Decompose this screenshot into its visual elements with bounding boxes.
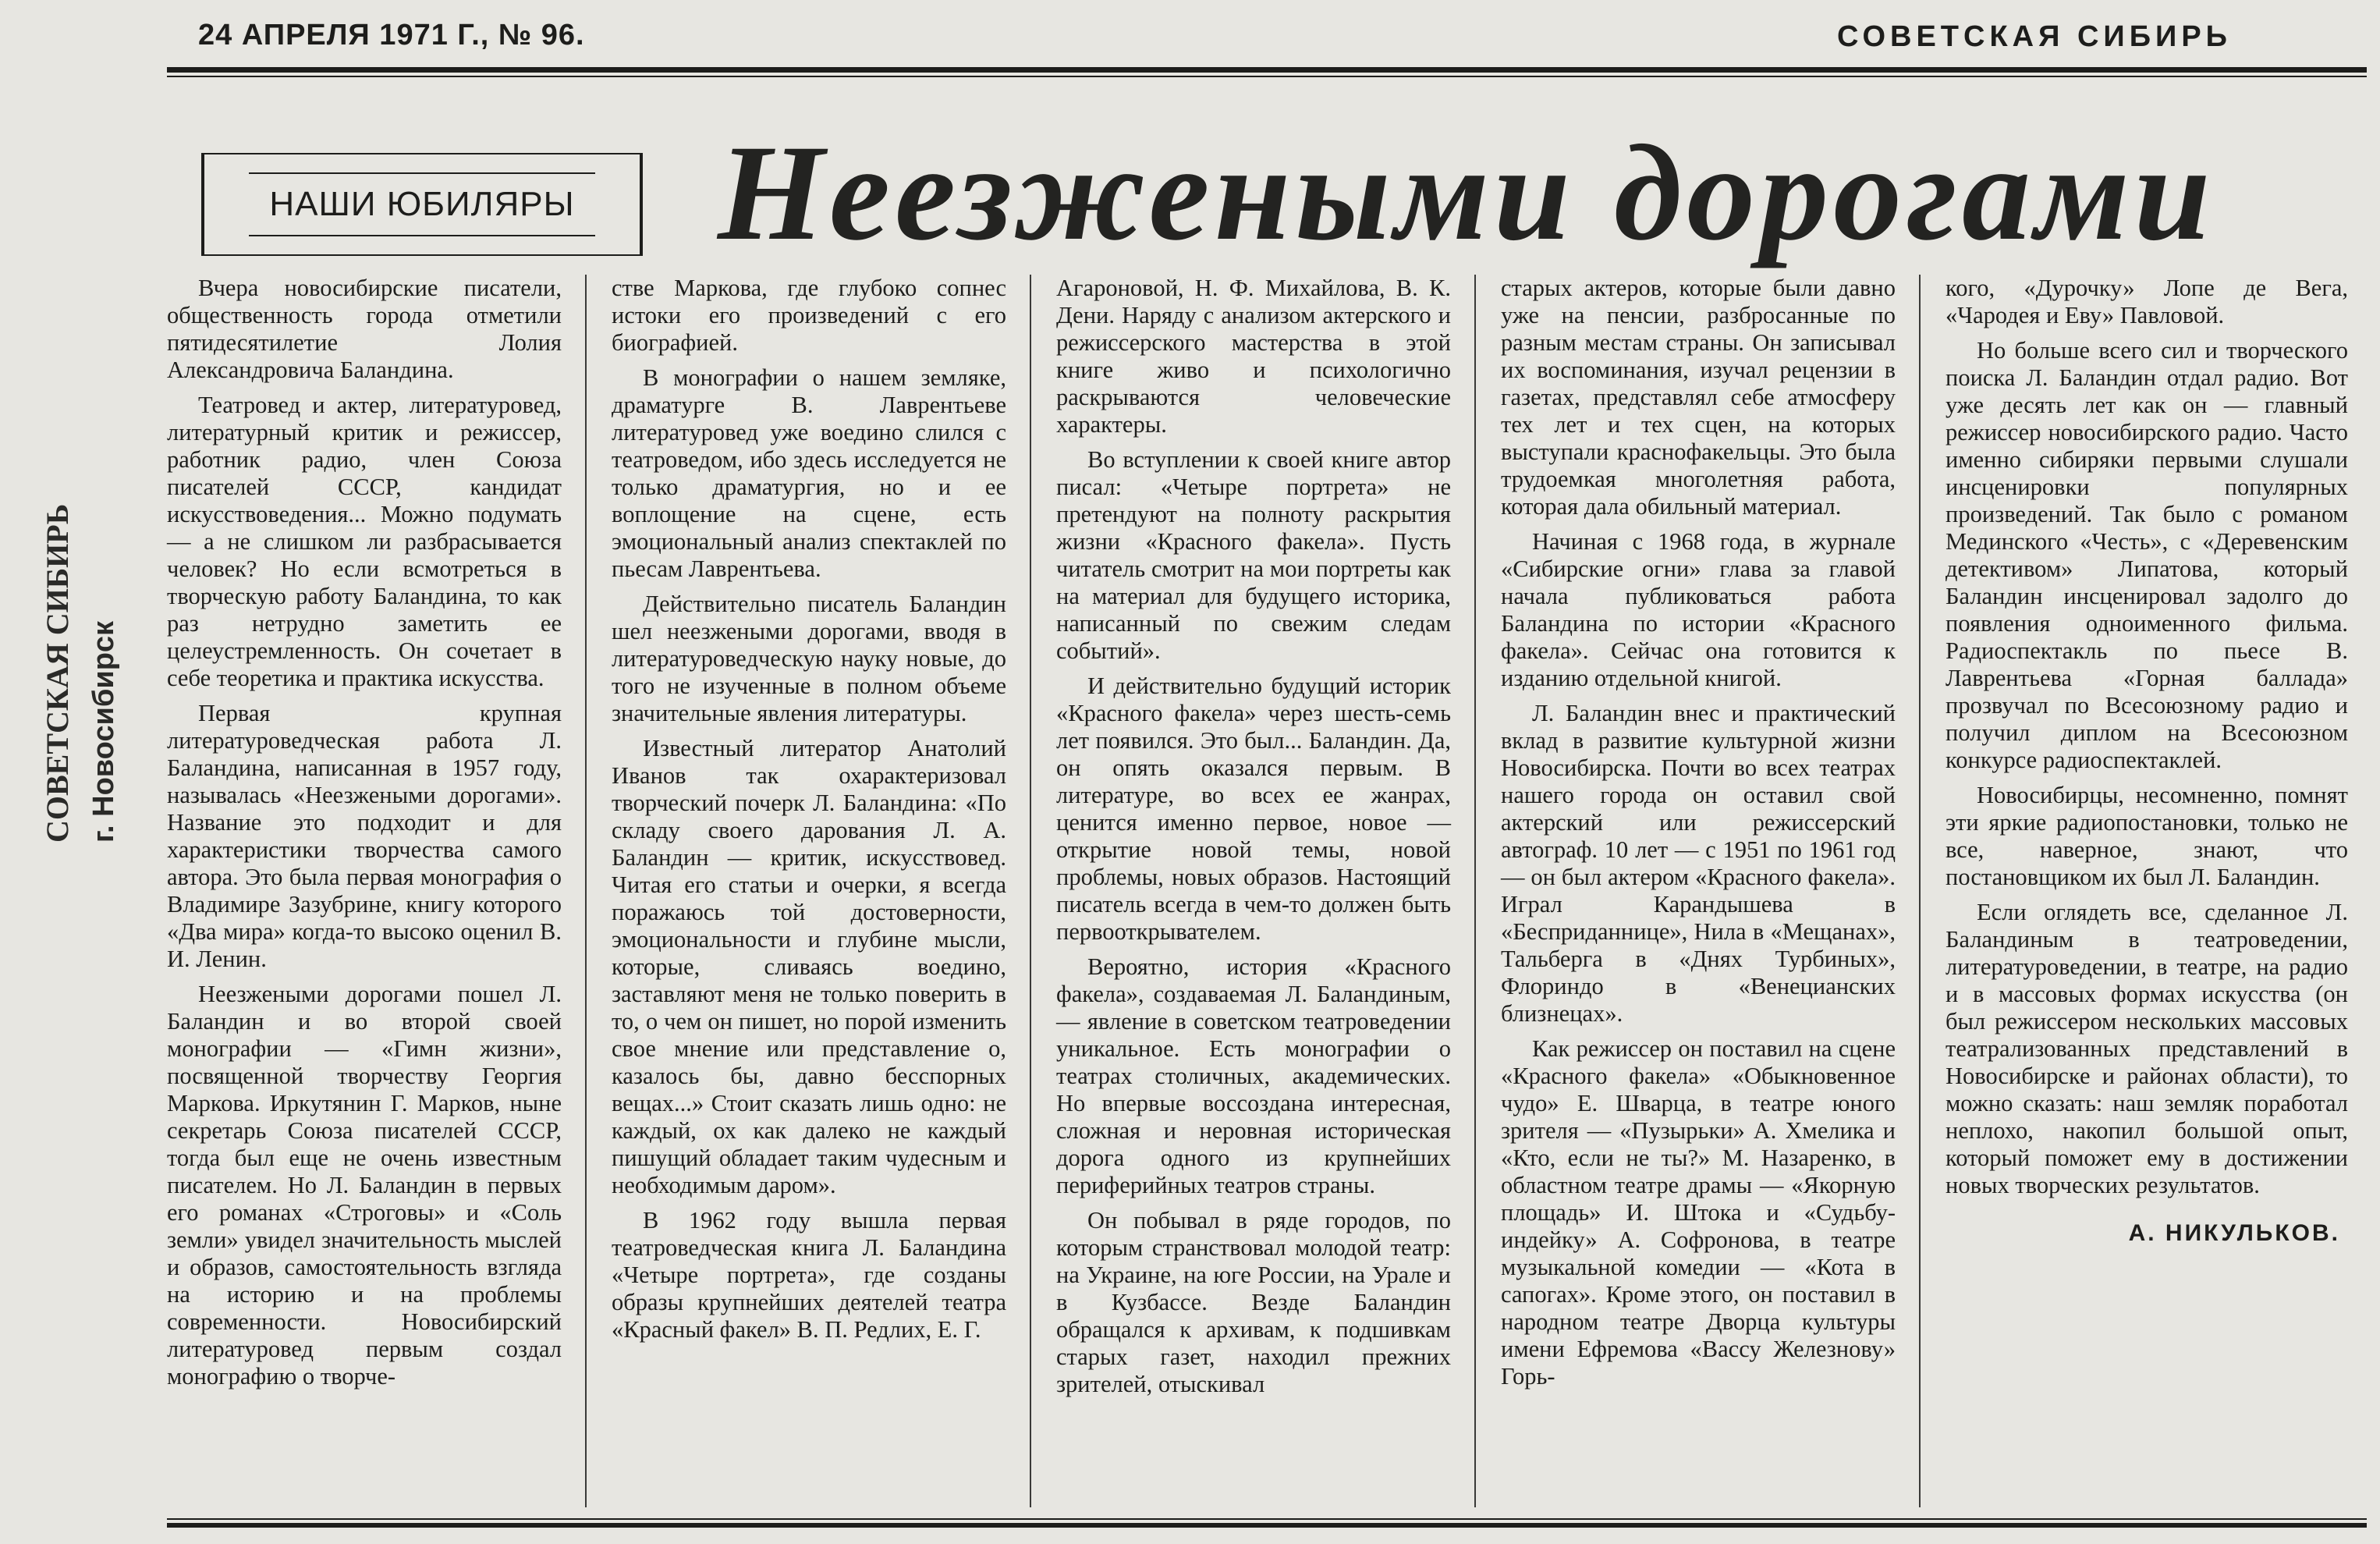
paragraph: Первая крупная литературоведческая работа Л. Баландина, написанная в 1957 году, называлась «Неезжеными дорогами». Название это подходит и для характеристики творчества самого автора. Это была первая монография о Владимире Зазубрине, книгу которого «Два мира» когда-то высоко оценил В. И. Ленин. xyxy=(167,700,562,972)
bottom-rule-thin xyxy=(167,1518,2367,1520)
paragraph: Как режиссер он поставил на сцене «Красного факела» «Обыкновенное чудо» Е. Шварца, в театре юного зрителя — «Пузырьки» А. Хмелика и «Кто, если не ты?» М. Назаренко, в областном театре драмы — «Якорную площадь» И. Штока и «Судьбу-индейку» А. Софронова, в театре музыкальной комедии — «Кота в сапогах». Кроме этого, он поставил в народном театре Дворца культуры имени Ефремова «Вассу Железнову» Горь- xyxy=(1501,1035,1896,1390)
paragraph: Неезжеными дорогами пошел Л. Баландин и во второй своей монографии — «Гимн жизни», посвященной творчеству Георгия Маркова. Иркутянин Г. Марков, ныне секретарь Союза писателей СССР, тогда был еще не очень известным писателем. Но Л. Баландин в первых его романах «Строговы» и «Соль земли» увидел значительность мыслей и образов, самостоятельность взгляда на историю и на проблемы современности. Новосибирский литературовед первым создал монографию о творче- xyxy=(167,981,562,1390)
article-body xyxy=(167,275,2367,1507)
paragraph: Театровед и актер, литературовед, литературный критик и режиссер, работник радио, член Союза писателей СССР, кандидат искусствоведения... Можно подумать — а не слишком ли разбрасывается человек? Но если всмотреться в творческую работу Баландина, то как раз нетрудно заметить ее целеустремленность. Он сочетает в себе теоретика и практика искусства. xyxy=(167,392,562,691)
article-column-4 xyxy=(1501,275,1896,1507)
author-signature: А. НИКУЛЬКОВ. xyxy=(2128,1220,2340,1246)
paragraph: старых актеров, которые были давно уже на пенсии, разбросанные по разным местам страны. Он записывал их воспоминания, изучал рецензии в газетах, представлял себе атмосферу тех лет и тех сцен, на которых выступали краснофакельцы. Это была трудоемкая многолетняя работа, которая дала обильный материал. xyxy=(1501,275,1896,520)
paragraph: Л. Баландин внес и практический вклад в развитие культурной жизни Новосибирска. Почти во всех театрах нашего города он оставил свой актерский или режиссерский автограф. 10 лет — с 1951 по 1961 год — он был актером «Красного факела». Играл Карандышева в «Бесприданнице», Нила в «Мещанах», Тальберга в «Днях Турбиных», Флориндо в «Венецианских близнецах». xyxy=(1501,700,1896,1027)
paragraph: Новосибирцы, несомненно, помнят эти яркие радиопостановки, только не все, наверное, знают, что постановщиком их был Л. Баландин. xyxy=(1945,782,2348,890)
article-headline: Неезжеными дорогами xyxy=(718,117,2215,269)
paragraph: Если оглядеть все, сделанное Л. Баландиным в театроведении, литературоведении, в театре, на радио и в массовых формах искусства (он был режиссером нескольких массовых театрализованных представлений в Новосибирске и районах области), то можно сказать: наш земляк поработал неплохо, накопил большой опыт, который поможет ему в достижении новых творческих результатов. xyxy=(1945,899,2348,1198)
article-column-3 xyxy=(1056,275,1451,1507)
bottom-rule-thick xyxy=(167,1523,2367,1528)
article-column-2 xyxy=(612,275,1006,1507)
paragraph: Известный литератор Анатолий Иванов так охарактеризовал творческий почерк Л. Баландина: «По складу своего дарования Л. А. Баландин — критик, искусствовед. Читая его статьи и очерки, я всегда поражаюсь той достоверности, эмоциональности и глубине мысли, которые, сливаясь воедино, заставляют меня не только поверить в то, о чем он пишет, но порой изменить свое мнение или представление о, казалось бы, давно бесспорных вещах...» Стоит сказать лишь одно: не каждый, ох как далеко не каждый пишущий обладает таким чудесным и необходимым даром». xyxy=(612,735,1006,1198)
paragraph: Агароновой, Н. Ф. Михайлова, В. К. Дени. Наряду с анализом актерского и режиссерского мастерства в этой книге живо и психологично раскрываются человеческие характеры. xyxy=(1056,275,1451,438)
paragraph: Вероятно, история «Красного факела», создаваемая Л. Баландиным, — явление в советском театроведении уникальное. Есть монографии о театрах столичных, академических. Но впервые воссоздана интересная, сложная и неровная историческая дорога одного из крупнейших периферийных театров страны. xyxy=(1056,953,1451,1198)
top-rule-thick xyxy=(167,67,2367,73)
paragraph: Действительно писатель Баландин шел неезжеными дорогами, вводя в литературоведческую науку новые, до того не изученные в полном объеме значительные явления литературы. xyxy=(612,591,1006,726)
paragraph: И действительно будущий историк «Красного факела» через шесть-семь лет появился. Это был... Баландин. Да, он опять оказался первым. В литературе, во всех ее жанрах, ценится именно первое, новое — открытие новой темы, новой проблемы, новых образов. Настоящий писатель всегда в чем-то должен быть первооткрывателем. xyxy=(1056,673,1451,945)
stamp-paper-name: СОВЕТСКАЯ СИБИРЬ xyxy=(40,503,75,843)
article-column-1 xyxy=(167,275,562,1507)
paragraph: стве Маркова, где глубоко сопнес истоки его произведений с его биографией. xyxy=(612,275,1006,356)
article-column-5 xyxy=(1945,275,2348,1507)
top-rule-thin xyxy=(167,76,2367,77)
rubric-label: НАШИ ЮБИЛЯРЫ xyxy=(249,172,594,236)
paragraph: Начиная с 1968 года, в журнале «Сибирские огни» глава за главой начала публиковаться работа Баландина по истории «Красного факела». Сейчас она готовится к изданию отдельной книгой. xyxy=(1501,528,1896,691)
paragraph: Но больше всего сил и творческого поиска Л. Баландин отдал радио. Вот уже десять лет как он — главный режиссер новосибирского радио. Часто именно сибиряки первыми слушали инсценировки популярных произведений. Так было с романом Мединского «Честь», с «Деревенским детективом» Липатова, который Баландин инсценировал задолго до появления одноименного фильма. Радиоспектакль по пьесе В. Лаврентьева «Горная баллада» прозвучал по Всесоюзному радио и получил диплом на Всесоюзном конкурсе радиоспектаклей. xyxy=(1945,337,2348,773)
paragraph: Вчера новосибирские писатели, общественность города отметили пятидесятилетие Лолия Александровича Баландина. xyxy=(167,275,562,383)
paragraph: В 1962 году вышла первая театроведческая книга Л. Баландина «Четыре портрета», где созданы образы крупнейших деятелей театра «Красный факел» В. П. Редлих, Е. Г. xyxy=(612,1207,1006,1343)
paragraph: Во вступлении к своей книге автор писал: «Четыре портрета» не претендуют на полноту раскрытия жизни «Красного факела». Пусть читатель смотрит на мои портреты как на материал для будущего историка, написанный по свежим следам событий». xyxy=(1056,446,1451,664)
archive-stamp xyxy=(23,437,133,843)
paragraph: кого, «Дурочку» Лопе де Вега, «Чародея и Еву» Павловой. xyxy=(1945,275,2348,328)
rubric-box xyxy=(201,153,643,256)
masthead-paper-name: СОВЕТСКАЯ СИБИРЬ xyxy=(1836,20,2232,53)
stamp-city: г. Новосибирск xyxy=(87,620,120,843)
paragraph: Он побывал в ряде городов, по которым странствовал молодой театр: на Украине, на юге России, на Урале и в Кузбассе. Везде Баландин обращался к архивам, к подшивкам старых газет, находил прежних зрителей, отыскивал xyxy=(1056,1207,1451,1397)
paragraph: В монографии о нашем земляке, драматурге В. Лаврентьеве литературовед уже воедино слился с театроведом, ибо здесь исследуется не только драматургия, но и ее воплощение на сцене, есть эмоциональный анализ спектаклей по пьесам Лаврентьева. xyxy=(612,364,1006,582)
masthead-date-issue: 24 АПРЕЛЯ 1971 Г., № 96. xyxy=(198,19,585,51)
